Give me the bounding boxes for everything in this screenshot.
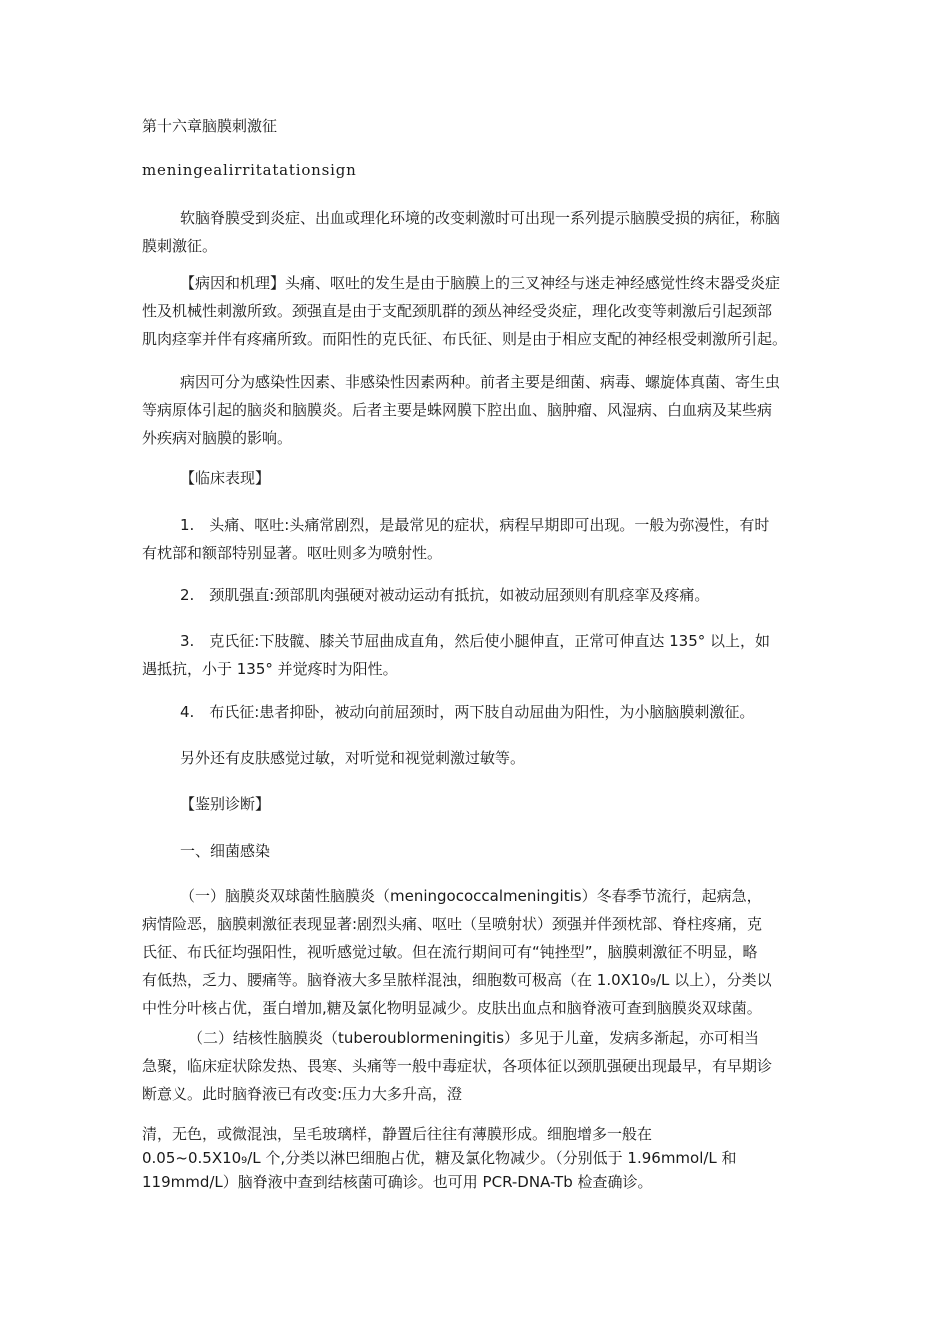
paragraph-meningococcal [142,882,772,1022]
section-heading: 【临床表现】 [180,469,271,487]
clinical-item-4 [142,698,754,726]
paragraph-line: 有枕部和额部特别显著。呕吐则多为喷射性。 [142,544,443,562]
paragraph-causes [142,368,780,452]
section-heading: 【鉴别诊断】 [180,795,271,813]
paragraph-line: 中性分叶核占优，蛋白增加,糖及氯化物明显减少。皮肤出血点和脑脊液可查到脑膜炎双球菌。 [142,999,762,1017]
clinical-item-1 [142,511,769,567]
paragraph-line: （二）结核性脑膜炎（tuberoublormeningitis）多见于儿童，发病多渐起，亦可相当 [188,1029,760,1047]
paragraph-line: 肌肉痉挛并伴有疼痛所致。而阳性的克氏征、布氏征、则是由于相应支配的神经根受刺激所引起。 [142,330,788,348]
paragraph-line: 119mmd/L）脑脊液中查到结核菌可确诊。也可用 PCR-DNA-Tb 检查确诊。 [142,1173,653,1191]
subheading-bacterial [180,837,270,865]
paragraph-line: 急聚，临床症状除发热、畏寒、头痛等一般中毒症状，各项体征以颈肌强硬出现最早，有早期诊 [142,1057,773,1075]
paragraph-line: 4. 布氏征:患者抑卧，被动向前屈颈时，两下肢自动屈曲为阳性，为小脑脑膜刺激征。 [180,703,755,721]
subheading: 一、细菌感染 [180,842,271,860]
clinical-item-3 [142,627,770,683]
paragraph-line: 1. 头痛、呕吐:头痛常剧烈，是最常见的症状，病程早期即可出现。一般为弥漫性，有时 [180,516,770,534]
paragraph-line: （一）脑膜炎双球菌性脑膜炎（meningococcalmeningitis）冬春季节流行，起病急， [180,887,762,905]
clinical-item-2 [142,581,709,609]
section-heading-differential [180,790,270,818]
paragraph-additional [142,744,525,772]
paragraph-continuation [142,1122,737,1194]
section-heading-clinical [180,464,270,492]
paragraph-line: 【病因和机理】头痛、呕吐的发生是由于脑膜上的三叉神经与迷走神经感觉性终末器受炎症 [180,274,781,292]
paragraph-line: 软脑脊膜受到炎症、出血或理化环境的改变刺激时可出现一系列提示脑膜受损的病征，称脑 [180,209,781,227]
paragraph-line: 3. 克氏征:下肢髋、膝关节屈曲成直角，然后使小腿伸直，正常可伸直达 135° 以上，如 [180,632,771,650]
paragraph-line: 病因可分为感染性因素、非感染性因素两种。前者主要是细菌、病毒、螺旋体真菌、寄生虫 [180,373,781,391]
paragraph-etiology [142,269,787,353]
paragraph-line: 膜刺激征。 [142,237,218,255]
paragraph-definition [142,204,780,260]
chapter-subtitle: meningealirritatationsign [142,161,357,179]
paragraph-line: 2. 颈肌强直:颈部肌肉强硬对被动运动有抵抗，如被动屈颈则有肌痉挛及疼痛。 [180,586,710,604]
paragraph-line: 等病原体引起的脑炎和脑膜炎。后者主要是蛛网膜下腔出血、脑肿瘤、风湿病、白血病及某些病 [142,401,773,419]
paragraph-line: 断意义。此时脑脊液已有改变:压力大多升高，澄 [142,1085,463,1103]
paragraph-line: 遇抵抗，小于 135° 并觉疼时为阳性。 [142,660,398,678]
paragraph-line: 性及机械性刺激所致。颈强直是由于支配颈肌群的颈丛神经受炎症，理化改变等刺激后引起颈部 [142,302,773,320]
paragraph-line: 另外还有皮肤感觉过敏，对听觉和视觉刺激过敏等。 [180,749,526,767]
paragraph-line: 氏征、布氏征均强阳性，视听感觉过敏。但在流行期间可有“钝挫型”，脑膜刺激征不明显，略 [142,943,758,961]
paragraph-line: 有低热，乏力、腰痛等。脑脊液大多呈脓样混浊，细胞数可极高（在 1.0X10₉/L 以上），分类以 [142,971,772,989]
paragraph-line: 病情险恶，脑膜刺激征表现显著:剧烈头痛、呕吐（呈喷射状）颈强并伴颈枕部、脊柱疼痛，克 [142,915,763,933]
paragraph-line: 0.05~0.5X10₉/L 个,分类以淋巴细胞占优，糖及氯化物减少。（分别低于 1.96mmol/L 和 [142,1149,737,1167]
paragraph-tuberculous [142,1024,772,1108]
chapter-title: 第十六章脑膜刺激征 [142,117,278,135]
paragraph-line: 外疾病对脑膜的影响。 [142,429,293,447]
paragraph-line: 清，无色，或微混浊，呈毛玻璃样，静置后往往有薄膜形成。细胞增多一般在 [142,1125,653,1143]
